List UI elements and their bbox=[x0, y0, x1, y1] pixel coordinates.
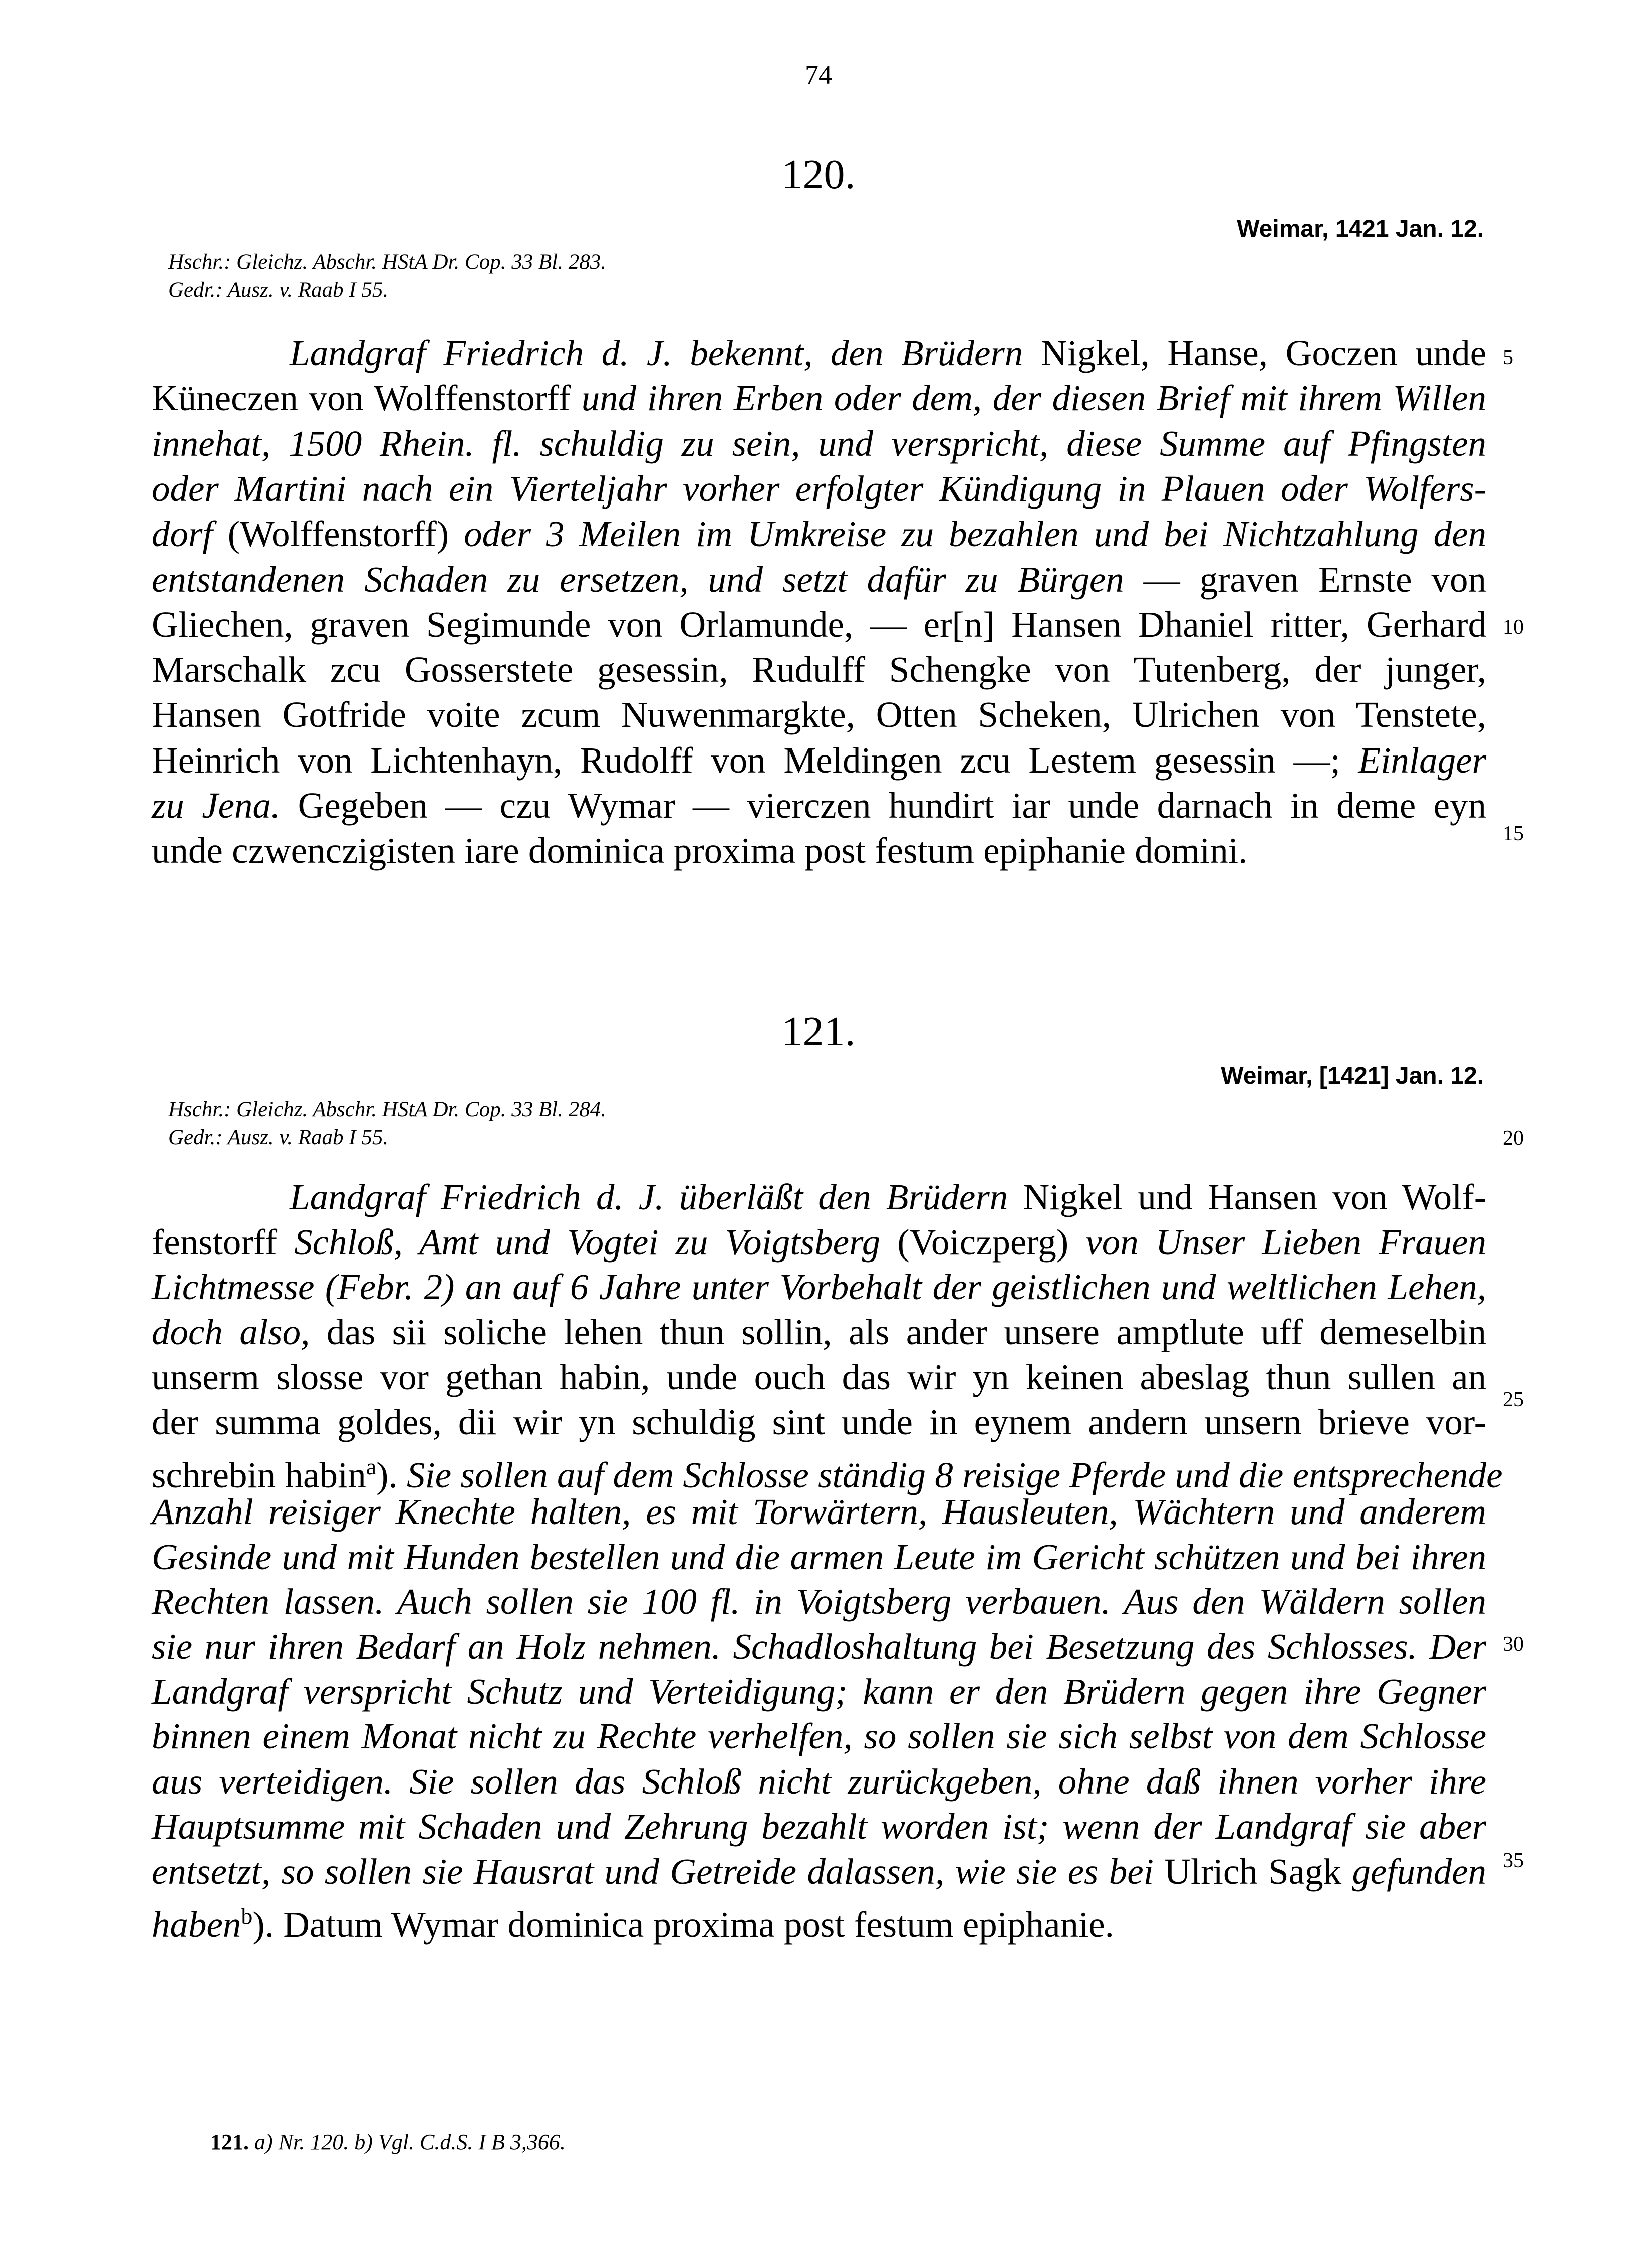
text-segment: der summa goldes, dii wir yn schuldig sint unde in eynem andern unsern brieve vor- bbox=[152, 1402, 1486, 1442]
text-line bbox=[152, 1714, 1486, 1759]
text-line bbox=[152, 1535, 1486, 1580]
text-segment: Lichtmesse (Febr. 2) an auf 6 Jahre unter Vorbehalt der geistlichen und weltlichen Lehen, bbox=[152, 1267, 1486, 1307]
margin-line-number: 5 bbox=[1503, 346, 1513, 369]
text-line bbox=[152, 1669, 1486, 1714]
text-line bbox=[152, 1220, 1486, 1265]
text-line bbox=[152, 692, 1486, 737]
text-segment: von Unser Lieben Frauen bbox=[1085, 1222, 1487, 1263]
text-segment: unde czwenczigisten iare dominica proxima post festum epiphanie domini. bbox=[152, 830, 1248, 871]
footnote-text: a) Nr. 120. b) Vgl. C.d.S. I B 3,366. bbox=[254, 2130, 566, 2154]
text-segment: und ihren Erben oder dem, der diesen Brief mit ihrem Willen bbox=[581, 378, 1487, 418]
source-printed-121: Gedr.: Ausz. v. Raab I 55. bbox=[168, 1126, 389, 1149]
text-segment: schrebin habin bbox=[152, 1455, 366, 1495]
text-line bbox=[152, 738, 1486, 783]
text-segment: oder 3 Meilen im Umkreise zu bezahlen und bei Nichtzahlung den bbox=[464, 514, 1487, 554]
text-line bbox=[152, 1355, 1486, 1400]
text-line bbox=[152, 557, 1486, 602]
text-segment: Nigkel, Hanse, Goczen unde bbox=[1040, 333, 1486, 373]
text-line bbox=[152, 1759, 1486, 1804]
text-segment: Einlager bbox=[1358, 740, 1486, 781]
place-date-121: Weimar, [1421] Jan. 12. bbox=[1221, 1063, 1484, 1089]
text-segment: (Voiczperg) bbox=[897, 1222, 1086, 1263]
place-date-120: Weimar, 1421 Jan. 12. bbox=[1237, 216, 1484, 242]
text-segment: entstandenen Schaden zu ersetzen, und setzt dafür zu Bürgen bbox=[152, 559, 1144, 600]
text-segment: das sii soliche lehen thun sollin, als ander unsere amptlute uff demeselbin bbox=[326, 1312, 1486, 1352]
text-segment: Ulrich Sagk bbox=[1164, 1851, 1352, 1892]
text-line bbox=[290, 331, 1486, 376]
text-line bbox=[152, 602, 1486, 647]
text-segment: Küneczen von Wolffenstorff bbox=[152, 378, 582, 418]
source-manuscript-120: Hschr.: Gleichz. Abschr. HStA Dr. Cop. 33 Bl. 283. bbox=[168, 250, 606, 274]
text-segment: Landgraf Friedrich d. J. bekennt, den Brüdern bbox=[290, 333, 1041, 373]
text-line bbox=[152, 1310, 1486, 1355]
margin-line-number: 35 bbox=[1503, 1849, 1524, 1872]
text-segment: Marschalk zcu Gosserstete gesessin, Rudulff Schengke von Tutenberg, der junger, bbox=[152, 649, 1486, 690]
text-line bbox=[152, 828, 1486, 873]
margin-line-number: 25 bbox=[1503, 1388, 1524, 1411]
text-segment: Nigkel und Hansen von Wolf- bbox=[1023, 1177, 1486, 1217]
text-segment: Gegeben — czu Wymar — vierczen hundirt iar unde darnach in deme eyn bbox=[298, 785, 1487, 826]
text-line bbox=[290, 1175, 1486, 1220]
footnote bbox=[210, 2129, 566, 2155]
source-manuscript-121: Hschr.: Gleichz. Abschr. HStA Dr. Cop. 33 Bl. 284. bbox=[168, 1098, 606, 1121]
text-segment: binnen einem Monat nicht zu Rechte verhelfen, so sollen sie sich selbst von dem Schlosse bbox=[152, 1716, 1486, 1756]
text-segment: (Wolffenstorff) bbox=[227, 514, 464, 554]
text-line bbox=[152, 466, 1486, 512]
text-segment: oder Martini nach ein Vierteljahr vorher erfolgter Kündigung in Plauen oder Wolfers- bbox=[152, 468, 1486, 509]
text-segment: sie nur ihren Bedarf an Holz nehmen. Schadloshaltung bei Besetzung des Schlosses. Der bbox=[152, 1626, 1486, 1667]
text-line bbox=[152, 1894, 1486, 1945]
text-line bbox=[152, 512, 1486, 557]
document-number-121: 121. bbox=[781, 1008, 856, 1055]
text-segment: Sie sollen auf dem Schlosse ständig 8 reisige Pferde und die entsprechende bbox=[406, 1455, 1503, 1495]
text-line bbox=[152, 1849, 1486, 1894]
text-line bbox=[152, 1579, 1486, 1624]
text-segment: Landgraf verspricht Schutz und Verteidigung; kann er den Brüdern gegen ihre Gegner bbox=[152, 1671, 1486, 1712]
document-number-120: 120. bbox=[781, 151, 856, 198]
text-line bbox=[152, 1400, 1486, 1445]
text-segment: Schloß, Amt und Vogtei zu Voigtsberg bbox=[294, 1222, 898, 1263]
margin-line-number: 10 bbox=[1503, 616, 1524, 639]
margin-line-number: 20 bbox=[1503, 1127, 1524, 1150]
text-line bbox=[152, 421, 1486, 466]
text-segment: innehat, 1500 Rhein. fl. schuldig zu sein, und verspricht, diese Summe auf Pfingsten bbox=[152, 423, 1486, 464]
footnote-marker: b bbox=[241, 1903, 253, 1929]
text-segment: ). Datum Wymar dominica proxima post festum epiphanie. bbox=[252, 1904, 1114, 1945]
text-segment: doch also, bbox=[152, 1312, 327, 1352]
page-number: 74 bbox=[805, 60, 832, 90]
text-segment: Hauptsumme mit Schaden und Zehrung bezahlt worden ist; wenn der Landgraf sie aber bbox=[152, 1806, 1486, 1847]
text-segment: aus verteidigen. Sie sollen das Schloß nicht zurückgeben, ohne daß ihnen vorher ihre bbox=[152, 1761, 1486, 1802]
text-line bbox=[152, 647, 1486, 692]
text-line bbox=[152, 1489, 1486, 1535]
text-line bbox=[152, 783, 1486, 828]
text-segment: Landgraf Friedrich d. J. überläßt den Brüdern bbox=[290, 1177, 1023, 1217]
text-segment: zu Jena. bbox=[152, 785, 298, 826]
text-segment: Rechten lassen. Auch sollen sie 100 fl. in Voigtsberg verbauen. Aus den Wäldern sollen bbox=[152, 1581, 1486, 1622]
text-segment: ). bbox=[376, 1455, 407, 1495]
text-segment: Gesinde und mit Hunden bestellen und die armen Leute im Gericht schützen und bei ihren bbox=[152, 1537, 1486, 1577]
text-segment: dorf bbox=[152, 514, 228, 554]
text-line bbox=[152, 1444, 1503, 1495]
text-line bbox=[152, 1804, 1486, 1849]
text-segment: — graven Ernste von bbox=[1143, 559, 1487, 600]
text-segment: Hansen Gotfride voite zcum Nuwenmargkte, Otten Scheken, Ulrichen von Tenstete, bbox=[152, 694, 1486, 735]
margin-line-number: 30 bbox=[1503, 1633, 1524, 1656]
text-line bbox=[152, 1624, 1486, 1669]
text-segment: unserm slosse vor gethan habin, unde ouch das wir yn keinen abeslag thun sullen an bbox=[152, 1357, 1486, 1397]
source-printed-120: Gedr.: Ausz. v. Raab I 55. bbox=[168, 278, 389, 302]
text-segment: Gliechen, graven Segimunde von Orlamunde, — er[n] Hansen Dhaniel ritter, Gerhard bbox=[152, 604, 1486, 645]
text-segment: Heinrich von Lichtenhayn, Rudolff von Meldingen zcu Lestem gesessin —; bbox=[152, 740, 1358, 781]
text-segment: gefunden bbox=[1352, 1851, 1486, 1892]
footnote-number: 121. bbox=[210, 2130, 249, 2154]
text-line bbox=[152, 1265, 1486, 1310]
text-segment: fenstorff bbox=[152, 1222, 295, 1263]
margin-line-number: 15 bbox=[1503, 822, 1524, 845]
footnote-marker: a bbox=[366, 1454, 377, 1479]
text-line bbox=[152, 376, 1486, 421]
text-segment: Anzahl reisiger Knechte halten, es mit Torwärtern, Hausleuten, Wächtern und anderem bbox=[152, 1491, 1486, 1532]
text-segment: entsetzt, so sollen sie Hausrat und Getreide dalassen, wie sie es bei bbox=[152, 1851, 1165, 1892]
text-segment: haben bbox=[152, 1904, 241, 1945]
